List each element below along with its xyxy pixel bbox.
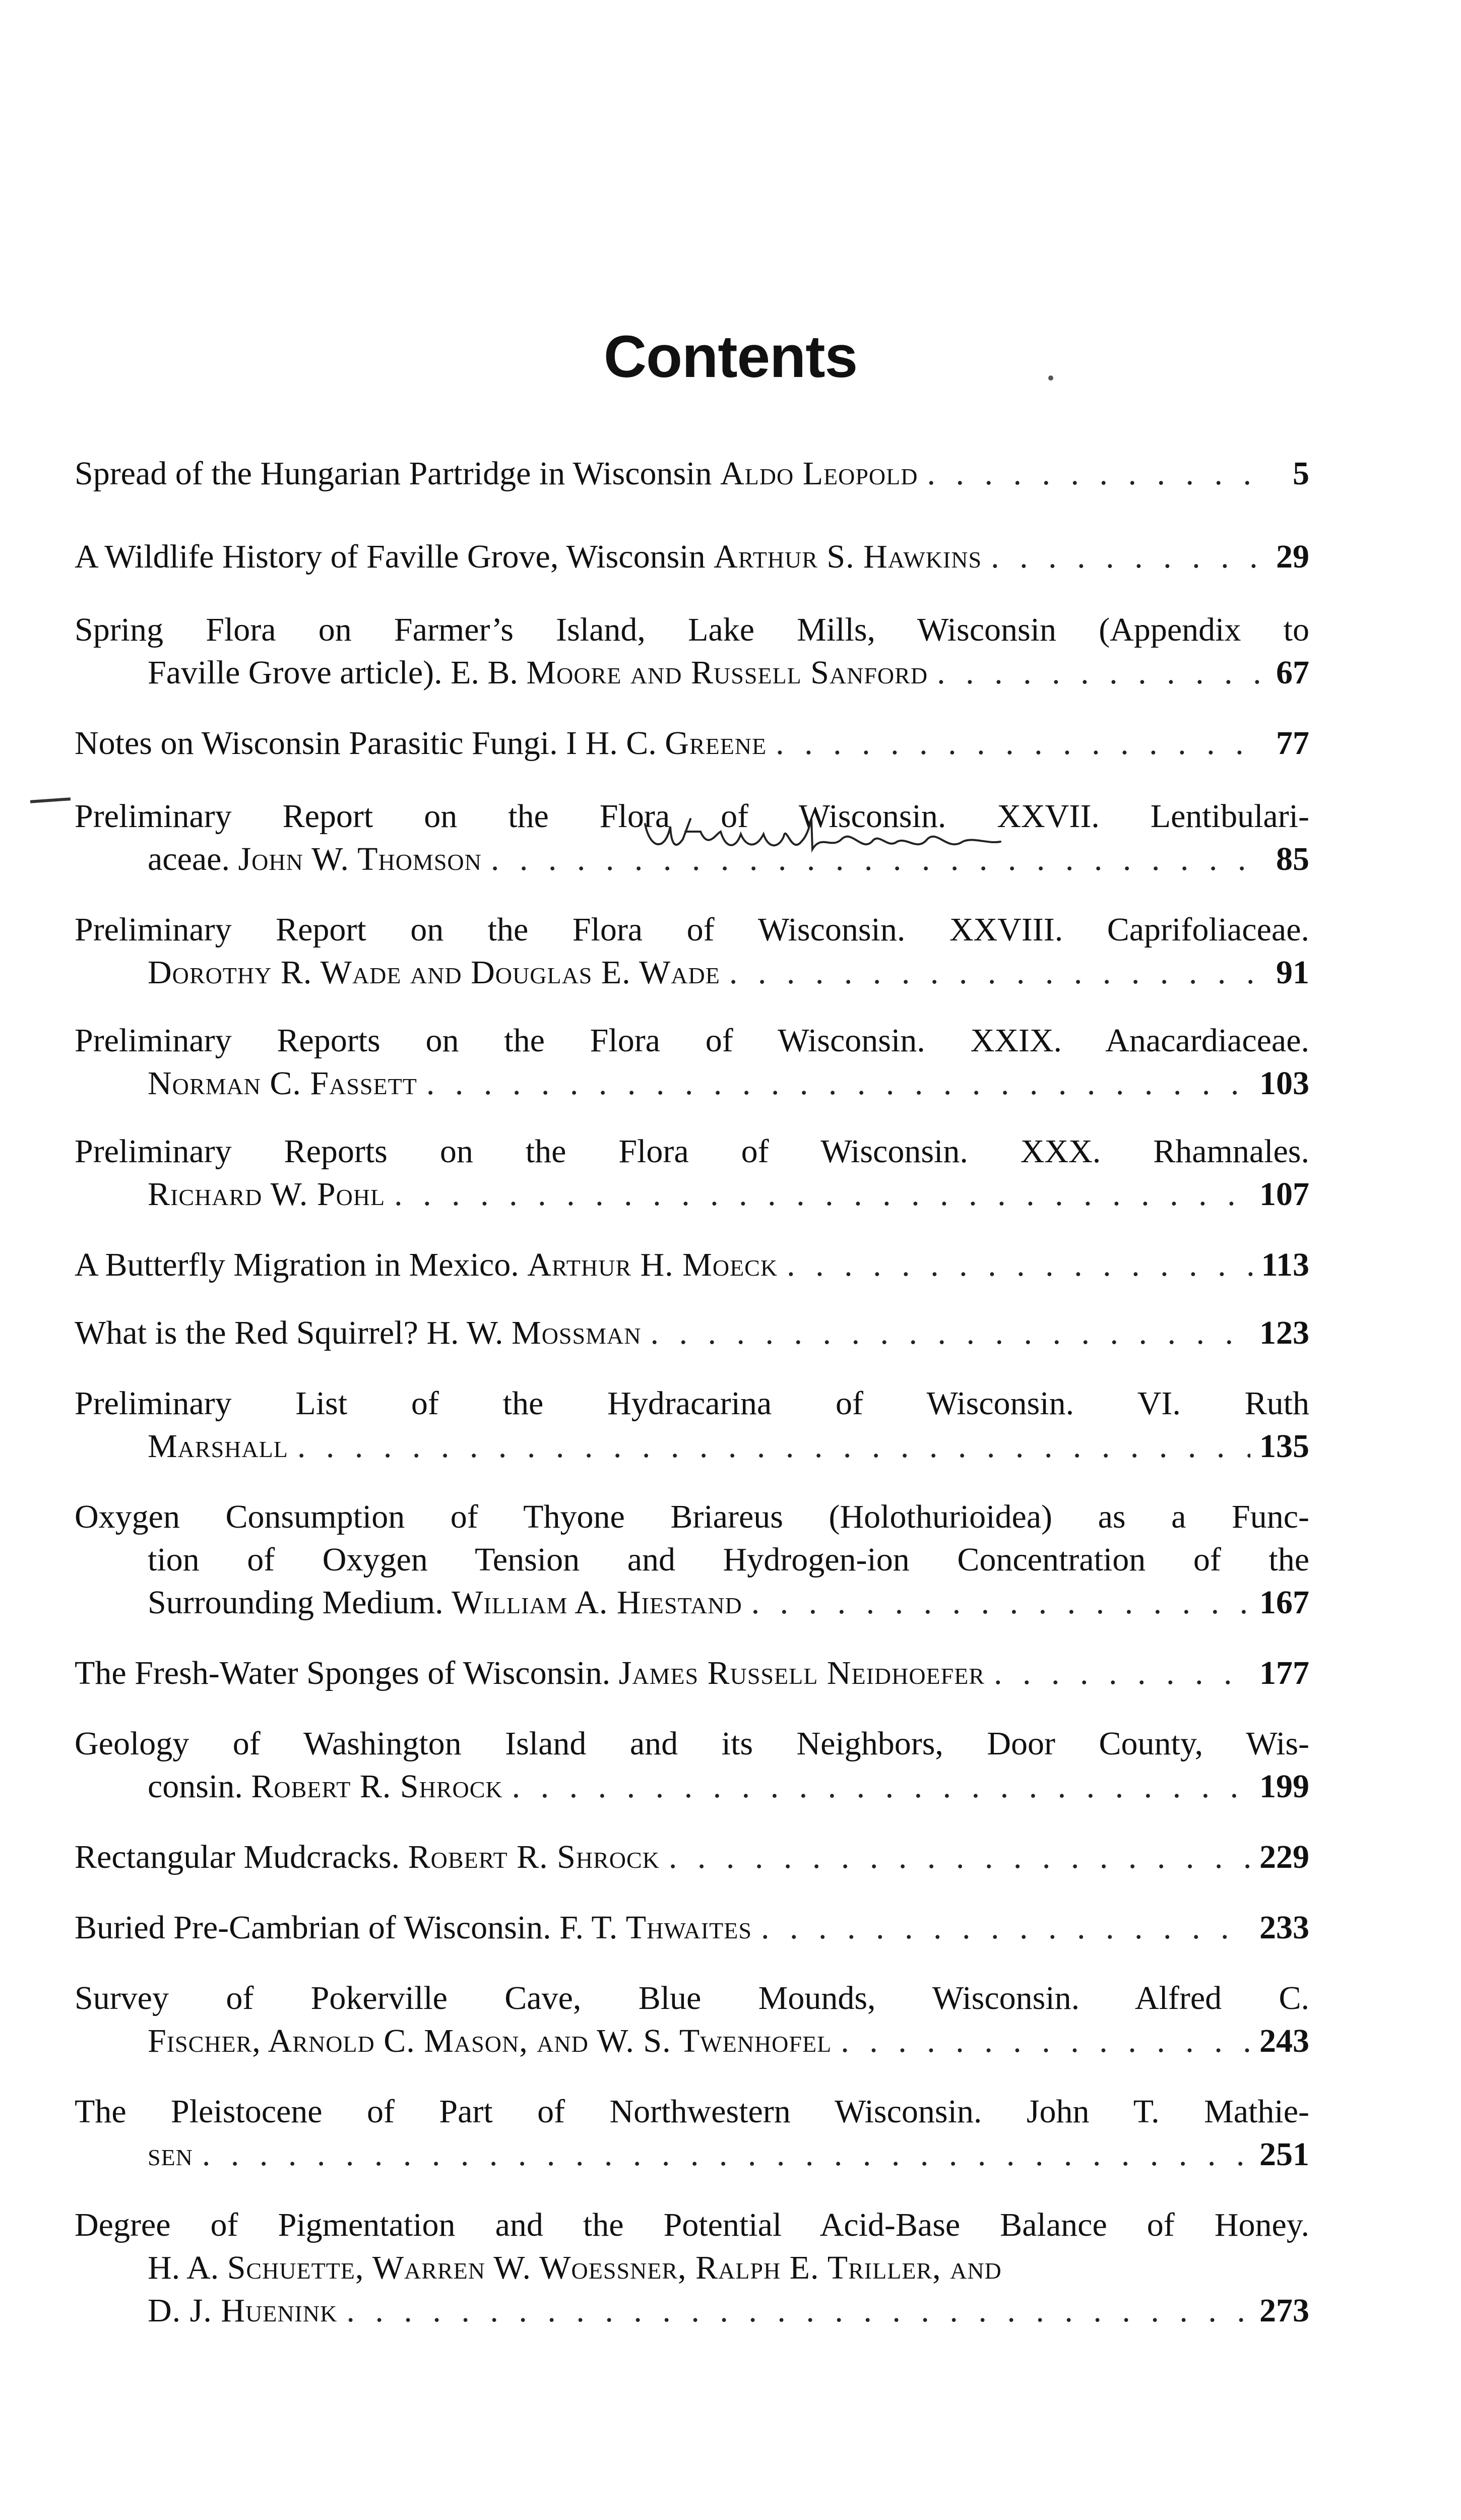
entry-page: 177 [1259, 1655, 1309, 1691]
entry-title: tion of Oxygen Tension and Hydrogen-ion Concentration of the [148, 1541, 1309, 1578]
toc-entry-13 [75, 1646, 1309, 1701]
entry-authors: Robert R. Shrock [408, 1839, 660, 1875]
toc-entry-4 [75, 716, 1309, 771]
entry-title: The Fresh-Water Sponges of Wisconsin. [75, 1655, 611, 1691]
entry-title: aceae. [148, 841, 230, 877]
entry-title: Degree of Pigmentation and the Potential Acid-Base Balance of Honey. [75, 2207, 1309, 2243]
entry-authors: Greene [665, 725, 767, 762]
entry-page: 29 [1276, 538, 1309, 575]
toc-entry-3 [148, 645, 1309, 701]
entry-title: A Wildlife History of Faville Grove, Wisconsin [75, 538, 706, 575]
toc-entry-2 [75, 529, 1309, 585]
toc-entry-7 [148, 1056, 1309, 1111]
entry-authors: Schuette, Warren W. Woessner, Ralph E. Triller, and [227, 2249, 1002, 2286]
toc-entry-11 [148, 1419, 1309, 1474]
entry-title: What is the Red Squirrel? H. W. [75, 1314, 503, 1351]
dot-leader [927, 446, 1265, 501]
toc-entry-6 [148, 945, 1309, 1000]
page-title: Contents [603, 324, 858, 390]
toc-entry-16 [75, 1900, 1309, 1956]
entry-title: Buried Pre-Cambrian of Wisconsin. F. T. [75, 1909, 618, 1946]
entry-page: 67 [1276, 654, 1309, 691]
entry-page: 243 [1259, 2023, 1309, 2059]
entry-title: Preliminary Report on the Flora of Wisconsin. XXVII. Lentibulari- [75, 798, 1309, 835]
entry-title: Oxygen Consumption of Thyone Briareus (Holothurioidea) as a Func- [75, 1498, 1309, 1535]
dot-leader [787, 1237, 1252, 1293]
entry-page: 107 [1259, 1176, 1309, 1213]
entry-title: The Pleistocene of Part of Northwestern Wisconsin. John T. Mathie- [75, 2093, 1309, 2130]
margin-mark [30, 797, 71, 803]
entry-authors: Aldo Leopold [720, 455, 918, 492]
entry-title: Faville Grove article). E. B. [148, 654, 518, 691]
entry-page: 113 [1261, 1246, 1309, 1283]
dot-leader [202, 2127, 1250, 2182]
toc-entry-1 [75, 446, 1309, 501]
dot-leader [426, 1056, 1250, 1111]
dot-leader [776, 716, 1265, 771]
entry-page: 251 [1259, 2136, 1309, 2173]
entry-title: Preliminary Reports on the Flora of Wisconsin. XXX. Rhamnales. [75, 1133, 1309, 1170]
entry-title: Survey of Pokerville Cave, Blue Mounds, Wisconsin. Alfred C. [75, 1980, 1309, 2017]
entry-title: Preliminary Report on the Flora of Wisconsin. XXVIII. Caprifoliaceae. [75, 911, 1309, 948]
dot-leader [394, 1167, 1250, 1222]
entry-title: Preliminary List of the Hydracarina of Wisconsin. VI. Ruth [75, 1385, 1309, 1422]
entry-title: Notes on Wisconsin Parasitic Fungi. I H. C. [75, 725, 657, 762]
entry-title: Rectangular Mudcracks. [75, 1839, 400, 1875]
dot-leader [297, 1419, 1250, 1474]
entry-title: A Butterfly Migration in Mexico. [75, 1246, 519, 1283]
dot-leader [841, 2013, 1250, 2069]
entry-title: Spring Flora on Farmer’s Island, Lake Mills, Wisconsin (Appendix to [75, 611, 1309, 648]
entry-page: 167 [1259, 1584, 1309, 1621]
entry-authors: John W. Thomson [238, 841, 482, 877]
toc-entry-19 [148, 2283, 1309, 2339]
entry-page: 135 [1259, 1428, 1309, 1465]
entry-page: 103 [1259, 1065, 1309, 1102]
entry-page: 91 [1276, 954, 1309, 991]
entry-authors: Richard W. Pohl [148, 1176, 386, 1213]
entry-authors: sen [148, 2136, 193, 2173]
entry-title: Surrounding Medium. [148, 1584, 443, 1621]
handwritten-annotation [640, 814, 1003, 859]
dot-leader [994, 1646, 1250, 1701]
dot-leader [512, 1759, 1250, 1814]
dot-leader [729, 945, 1265, 1000]
toc-entry-18 [148, 2127, 1309, 2182]
dot-leader [751, 1575, 1250, 1630]
dot-leader [650, 1305, 1250, 1361]
toc-entry-15 [75, 1830, 1309, 1885]
entry-authors: Moore and Russell Sanford [526, 654, 928, 691]
entry-title: Geology of Washington Island and its Neighbors, Door County, Wis- [75, 1725, 1309, 1762]
table-of-contents [75, 0, 1309, 2520]
toc-entry-10 [75, 1305, 1309, 1361]
dot-leader [669, 1830, 1250, 1885]
entry-authors: Robert R. Shrock [251, 1768, 503, 1805]
entry-authors: Mossman [512, 1314, 642, 1351]
entry-authors: Marshall [148, 1428, 288, 1465]
entry-page: 233 [1259, 1909, 1309, 1946]
entry-page: 77 [1276, 725, 1309, 762]
entry-page: 199 [1259, 1768, 1309, 1805]
entry-authors: Norman C. Fassett [148, 1065, 417, 1102]
entry-authors: Fischer, Arnold C. Mason, and W. S. Twenhofel [148, 2023, 832, 2059]
entry-title: H. A. [148, 2249, 219, 2286]
toc-entry-9 [75, 1237, 1309, 1293]
dot-leader [937, 645, 1265, 701]
entry-authors: D. J. Huenink [148, 2292, 338, 2329]
toc-entry-14 [148, 1759, 1309, 1814]
entry-page: 85 [1276, 841, 1309, 877]
entry-authors: William A. Hiestand [452, 1584, 742, 1621]
dot-leader [346, 2283, 1250, 2339]
toc-entry-8 [148, 1167, 1309, 1222]
dot-leader [761, 1900, 1250, 1956]
entry-authors: Thwaites [625, 1909, 752, 1946]
entry-page: 229 [1259, 1839, 1309, 1875]
entry-authors: Arthur H. Moeck [527, 1246, 778, 1283]
entry-authors: James Russell Neidhoefer [618, 1655, 985, 1691]
toc-entry-17 [148, 2013, 1309, 2069]
entry-title: Spread of the Hungarian Partridge in Wisconsin [75, 455, 712, 492]
entry-page: 5 [1293, 455, 1309, 492]
entry-title: Preliminary Reports on the Flora of Wisconsin. XXIX. Anacardiaceae. [75, 1022, 1309, 1059]
dot-leader [991, 529, 1265, 585]
entry-title: consin. [148, 1768, 243, 1805]
toc-entry-12 [148, 1575, 1309, 1630]
entry-page: 273 [1259, 2292, 1309, 2329]
entry-authors: Arthur S. Hawkins [714, 538, 982, 575]
entry-page: 123 [1259, 1314, 1309, 1351]
entry-authors: Dorothy R. Wade and Douglas E. Wade [148, 954, 720, 991]
